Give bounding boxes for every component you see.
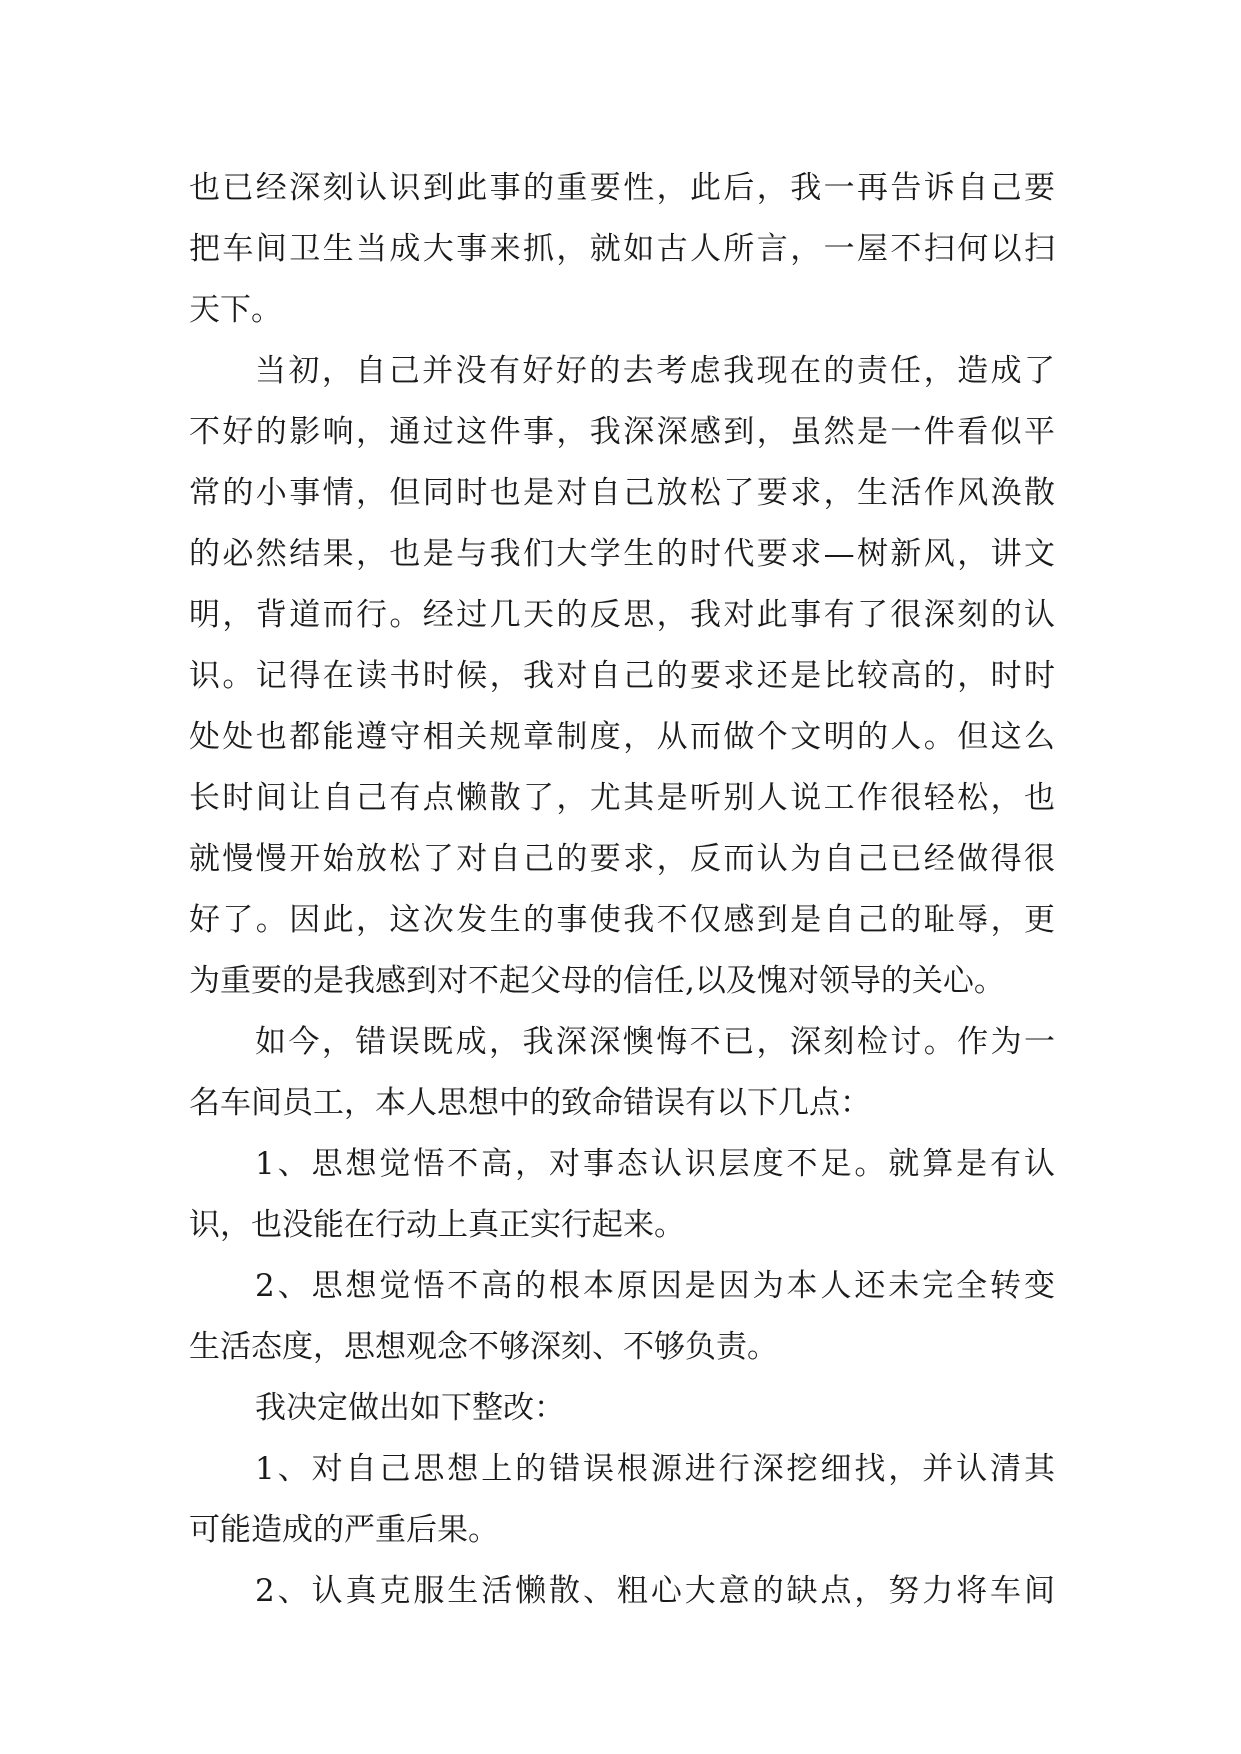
text-line: 当初，自己并没有好好的去考虑我现在的责任，造成了: [255, 353, 1055, 389]
text-line: 处处也都能遵守相关规章制度，从而做个文明的人。但这么: [189, 719, 1055, 755]
text-line: 可能造成的严重后果。: [189, 1512, 499, 1548]
text-line: 识。记得在读书时候，我对自己的要求还是比较高的，时时: [189, 658, 1055, 694]
text-line: 如今，错误既成，我深深懊悔不已，深刻检讨。作为一: [255, 1024, 1055, 1060]
text-line: 2、思想觉悟不高的根本原因是因为本人还未完全转变: [255, 1268, 1055, 1304]
text-line: 把车间卫生当成大事来抓，就如古人所言，一屋不扫何以扫: [189, 231, 1055, 267]
text-line: 也已经深刻认识到此事的重要性，此后，我一再告诉自己要: [189, 170, 1055, 206]
text-line: 为重要的是我感到对不起父母的信任,以及愧对领导的关心。: [189, 963, 1005, 999]
text-line: 名车间员工，本人思想中的致命错误有以下几点：: [189, 1085, 871, 1121]
text-line: 2、认真克服生活懒散、粗心大意的缺点，努力将车间: [255, 1573, 1055, 1609]
text-line: 长时间让自己有点懒散了，尤其是听别人说工作很轻松，也: [189, 780, 1055, 816]
text-line: 识，也没能在行动上真正实行起来。: [189, 1207, 685, 1243]
text-line: 生活态度，思想观念不够深刻、不够负责。: [189, 1329, 778, 1365]
text-line: 明，背道而行。经过几天的反思，我对此事有了很深刻的认: [189, 597, 1055, 633]
text-line: 常的小事情，但同时也是对自己放松了要求，生活作风涣散: [189, 475, 1055, 511]
text-line: 好了。因此，这次发生的事使我不仅感到是自己的耻辱，更: [189, 902, 1055, 938]
text-line: 天下。: [189, 292, 282, 328]
text-line: 的必然结果，也是与我们大学生的时代要求—树新风，讲文: [189, 536, 1055, 572]
document-body: [189, 158, 1055, 1622]
text-line: 就慢慢开始放松了对自己的要求，反而认为自己已经做得很: [189, 841, 1055, 877]
text-line: 不好的影响，通过这件事，我深深感到，虽然是一件看似平: [189, 414, 1055, 450]
text-line: 1、对自己思想上的错误根源进行深挖细找，并认清其: [255, 1451, 1055, 1487]
text-line: 1、思想觉悟不高，对事态认识层度不足。就算是有认: [255, 1146, 1055, 1182]
text-line: 我决定做出如下整改：: [255, 1390, 565, 1426]
